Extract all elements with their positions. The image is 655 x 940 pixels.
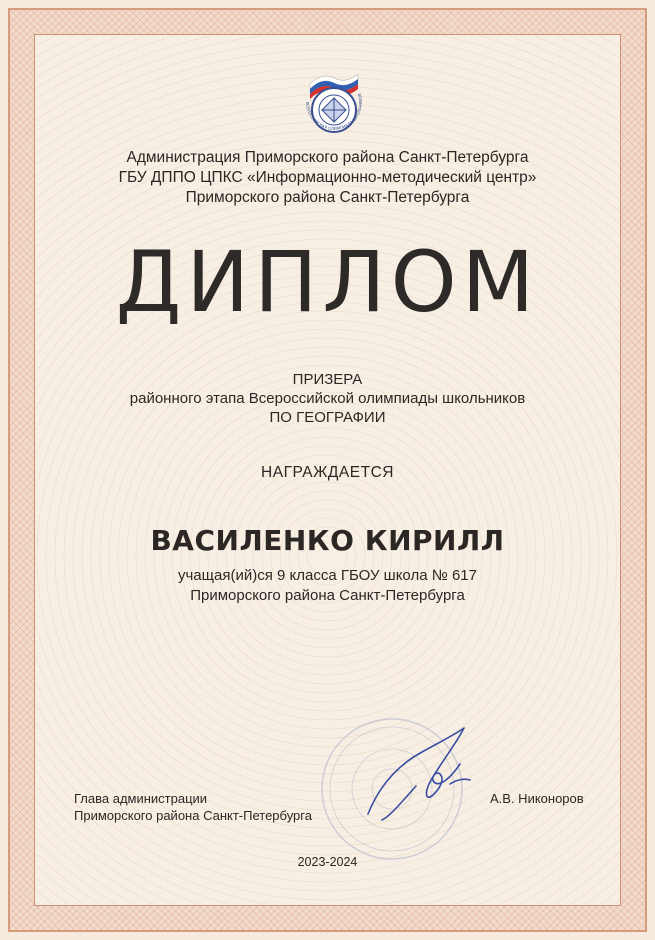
signatory-position-line: Глава администрации: [74, 791, 208, 806]
issuing-organization: [60, 148, 595, 208]
signatory-name: А.В. Никоноров: [490, 791, 584, 806]
org-line: Приморского района Санкт-Петербурга: [185, 189, 470, 206]
award-description: [60, 370, 595, 427]
signatory-position-line: Приморского района Санкт-Петербурга: [74, 808, 312, 823]
svg-text:ВСЕРОССИЙСКАЯ ОЛИМПИАДА ШКОЛЬН: ВСЕРОССИЙСКАЯ ОЛИМПИАДА ШКОЛЬНИКОВ: [304, 92, 364, 132]
signature-icon: [360, 724, 490, 824]
awarded-label: НАГРАЖДАЕТСЯ: [261, 464, 394, 481]
academic-year: 2023-2024: [297, 855, 358, 869]
signatory-position: [74, 790, 312, 824]
org-line: Администрация Приморского района Санкт-Петербурга: [126, 149, 529, 166]
org-line: ГБУ ДППО ЦПКС «Информационно-методический центр»: [118, 169, 537, 186]
recipient-details: [60, 566, 595, 606]
olympiad-emblem-icon: [294, 66, 374, 138]
award-stage: районного этапа Всероссийской олимпиады школьников: [129, 390, 526, 407]
recipient-name: ВАСИЛЕНКО КИРИЛЛ: [150, 524, 505, 557]
diploma-title: ДИПЛОМ: [115, 233, 540, 331]
award-rank: ПРИЗЕРА: [292, 371, 363, 388]
recipient-school: учащая(ий)ся 9 класса ГБОУ школа № 617: [177, 567, 477, 584]
award-subject: ПО ГЕОГРАФИИ: [269, 409, 386, 426]
recipient-district: Приморского района Санкт-Петербурга: [190, 587, 465, 604]
